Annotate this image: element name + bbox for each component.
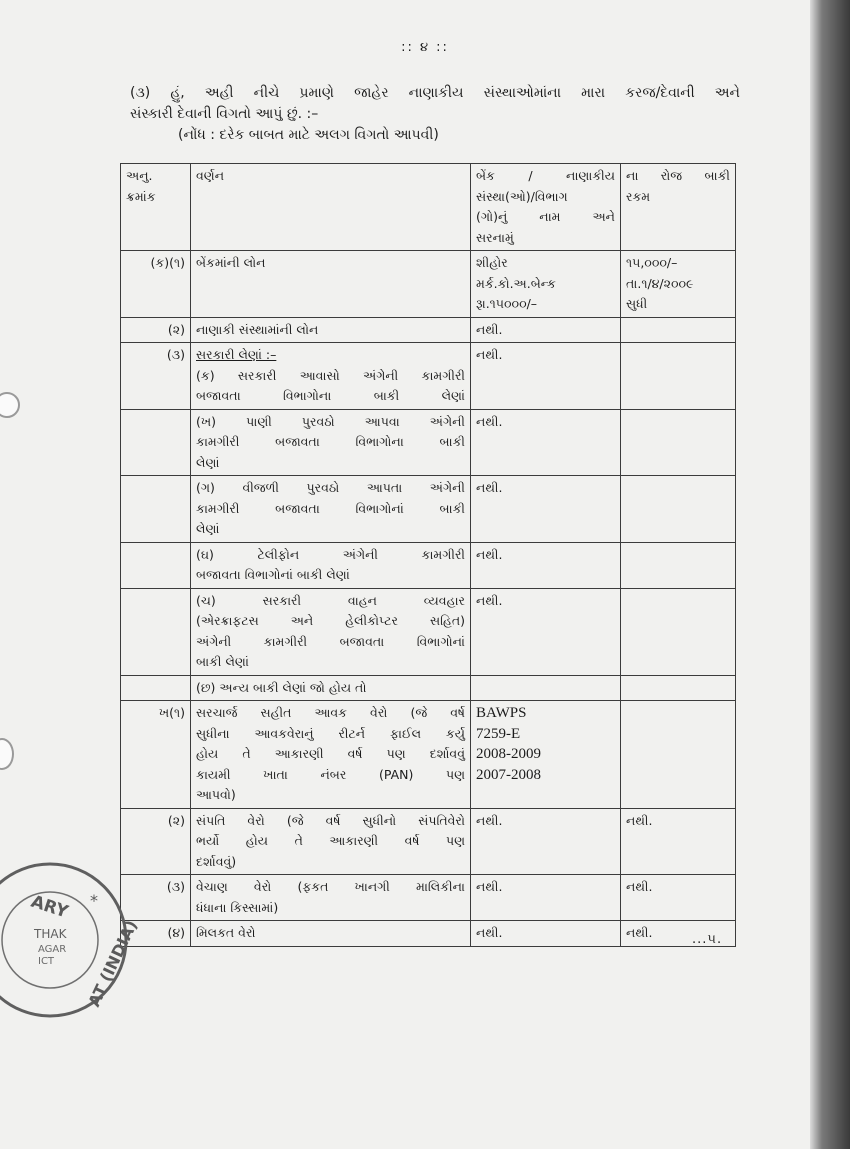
table-row xyxy=(121,921,736,947)
liabilities-table-body xyxy=(121,164,736,947)
cell-amount xyxy=(621,675,736,701)
cell-amount xyxy=(621,343,736,410)
amount-line: ૧૫,૦૦૦/– xyxy=(626,255,678,270)
bank-line: BAWPS xyxy=(476,705,527,721)
intro-note: (નોંધ : દરેક બાબત માટે અલગ વિગતો આપવી) xyxy=(178,127,439,143)
serial-text: (૩) xyxy=(166,879,185,894)
cell-description xyxy=(191,875,471,921)
table-row xyxy=(121,588,736,675)
bank-line: નથી. xyxy=(476,546,503,562)
cell-serial xyxy=(121,317,191,343)
cell-description xyxy=(191,476,471,543)
description-line: અંગેની કામગીરી બજાવતા વિભાગોનાં xyxy=(196,633,465,649)
cell-bank xyxy=(471,542,621,588)
cell-description xyxy=(191,317,471,343)
description-line: આપવો) xyxy=(196,787,236,802)
cell-bank xyxy=(471,409,621,476)
description-line: દર્શાવવું) xyxy=(196,853,237,869)
description-line: (એરક્રાફટસ અને હેલીકોપ્ટર સહિત) xyxy=(196,613,465,628)
amount-line: તા.૧/૪/૨૦૦૯ xyxy=(626,275,694,291)
cell-serial xyxy=(121,343,191,410)
cell-description xyxy=(191,808,471,875)
cell-description xyxy=(191,542,471,588)
description-line: નાણાકી સંસ્થામાંની લોન xyxy=(196,321,319,337)
stamp-text-left-2: AGAR xyxy=(38,944,67,955)
stamp-text-top: ARY xyxy=(28,891,71,923)
bank-line: શીહોર xyxy=(476,255,508,270)
cell-bank xyxy=(471,701,621,809)
cell-description xyxy=(191,675,471,701)
continued-marker: ...૫. xyxy=(692,932,723,947)
description-line: (ક) સરકારી આવાસો અંગેની કામગીરી xyxy=(196,367,465,383)
cell-amount xyxy=(621,588,736,675)
header-amount-line: રકમ xyxy=(626,188,651,204)
table-header-row xyxy=(121,164,736,251)
table-row xyxy=(121,251,736,318)
description-line: (ચ) સરકારી વાહન વ્યવહાર xyxy=(196,592,465,608)
cell-serial xyxy=(121,588,191,675)
cell-serial xyxy=(121,409,191,476)
description-line: બજાવતા વિભાગોના બાકી લેણાં xyxy=(196,388,465,403)
bank-line: નથી. xyxy=(476,347,503,362)
table-row xyxy=(121,409,736,476)
table-row xyxy=(121,701,736,809)
cell-bank xyxy=(471,588,621,675)
header-bank-line: (ગો)નું નામ અને xyxy=(476,209,615,224)
bank-line: નથી. xyxy=(476,413,503,429)
stamp-star: * xyxy=(90,891,98,910)
intro-line-2: સંસ્કારી દેવાની વિગતો આપું છું. :– xyxy=(130,106,319,122)
cell-serial xyxy=(121,476,191,543)
cell-bank xyxy=(471,251,621,318)
cell-serial xyxy=(121,542,191,588)
bank-line: નથી. xyxy=(476,592,503,608)
serial-text: (૨) xyxy=(167,812,185,828)
table-row xyxy=(121,875,736,921)
description-line: ધંધાના કિસ્સામાં) xyxy=(196,899,279,915)
header-bank xyxy=(471,164,621,251)
cell-bank xyxy=(471,808,621,875)
description-line: વેચાણ વેરો (ફકત ખાનગી માલિકીના xyxy=(196,879,465,894)
description-line: (ગ) વીજળી પુરવઠો આપતા અંગેની xyxy=(196,480,465,495)
header-serial xyxy=(121,164,191,251)
cell-description xyxy=(191,251,471,318)
description-line: કાયમી ખાતા નંબર (PAN) પણ xyxy=(196,766,465,782)
punch-hole-bottom xyxy=(0,738,14,770)
punch-hole-top xyxy=(0,392,20,418)
cell-serial xyxy=(121,808,191,875)
description-line: લેણાં xyxy=(196,521,220,536)
bank-line: નથી. xyxy=(476,812,503,828)
serial-text: (૪) xyxy=(167,925,185,940)
table-row xyxy=(121,343,736,410)
bank-line: નથી. xyxy=(476,480,503,495)
description-line: સરકારી લેણાં :– xyxy=(196,347,277,362)
amount-line: નથી. xyxy=(626,812,653,828)
table-row xyxy=(121,542,736,588)
intro-paragraph xyxy=(130,83,740,146)
description-line: કામગીરી બજાવતા વિભાગોનાં બાકી xyxy=(196,500,465,516)
description-line: સંપતિ વેરો (જે વર્ષ સુધીનો સંપતિવેરો xyxy=(196,812,465,828)
table-row xyxy=(121,317,736,343)
serial-text: (ક)(૧) xyxy=(150,255,185,270)
cell-description xyxy=(191,921,471,947)
cell-bank xyxy=(471,476,621,543)
bank-line: નથી. xyxy=(476,925,503,940)
description-line: (ઘ) ટેલીફોન અંગેની કામગીરી xyxy=(196,546,465,562)
header-description xyxy=(191,164,471,251)
header-amount-line: ના રોજ બાકી xyxy=(626,168,730,183)
cell-amount xyxy=(621,476,736,543)
amount-line: નથી. xyxy=(626,925,653,940)
cell-bank xyxy=(471,875,621,921)
cell-amount xyxy=(621,701,736,809)
bank-line: 2007-2008 xyxy=(476,766,541,783)
cell-bank xyxy=(471,343,621,410)
amount-line: નથી. xyxy=(626,879,653,894)
description-line: સુધીના આવકવેરાનું રીટર્ન ફાઈલ કર્યુ xyxy=(196,725,465,741)
cell-serial xyxy=(121,875,191,921)
cell-amount xyxy=(621,542,736,588)
description-line: બાકી લેણાં xyxy=(196,654,249,669)
description-line: સરચાર્જ સહીત આવક વેરો (જે વર્ષ xyxy=(196,705,465,720)
scan-right-edge xyxy=(810,0,850,1149)
cell-description xyxy=(191,409,471,476)
table-row xyxy=(121,476,736,543)
stamp-text-left-3: ICT xyxy=(38,956,55,967)
cell-amount xyxy=(621,409,736,476)
description-line: ભર્યો હોય તે આકારણી વર્ષ પણ xyxy=(196,833,465,848)
description-line: કામગીરી બજાવતા વિભાગોના બાકી xyxy=(196,434,465,449)
description-line: બજાવતા વિભાગોનાં બાકી લેણાં xyxy=(196,567,350,582)
cell-serial xyxy=(121,251,191,318)
description-line: હોય તે આકારણી વર્ષ પણ દર્શાવવું xyxy=(196,746,465,761)
description-line: મિલકત વેરો xyxy=(196,925,256,940)
cell-description xyxy=(191,701,471,809)
description-line: (ખ) પાણી પુરવઠો આપવા અંગેની xyxy=(196,413,465,429)
amount-line: સુધી xyxy=(626,296,648,311)
bank-line: 7259-E xyxy=(476,725,521,742)
cell-amount xyxy=(621,317,736,343)
cell-bank xyxy=(471,675,621,701)
liabilities-table xyxy=(120,163,736,947)
cell-amount xyxy=(621,808,736,875)
cell-serial xyxy=(121,701,191,809)
header-description-label: વર્ણન xyxy=(196,168,225,183)
description-line: લેણાં xyxy=(196,454,220,470)
stamp-text-left: THAK xyxy=(34,927,67,941)
header-bank-line: બેંક / નાણાકીય xyxy=(476,168,615,183)
header-bank-line: સરનામું xyxy=(476,229,514,245)
description-line: બેંકમાંની લોન xyxy=(196,255,266,270)
cell-description xyxy=(191,343,471,410)
serial-text: (૩) xyxy=(166,347,185,362)
intro-line-1: (૩) હું, અહી નીચે પ્રમાણે જાહેર નાણાકીય સંસ્થાઓમાંના મારા કરજ/દેવાની અને xyxy=(130,85,740,101)
bank-line: મર્ક.કો.અ.બેન્ક xyxy=(476,275,556,291)
header-serial-line: અનુ. xyxy=(126,168,153,183)
office-seal-stamp xyxy=(0,860,142,1020)
cell-bank xyxy=(471,921,621,947)
serial-text: (૨) xyxy=(167,321,185,337)
header-serial-line: ક્રમાંક xyxy=(126,188,156,204)
cell-amount xyxy=(621,875,736,921)
stamp-text-right: AT (INDIA) xyxy=(84,917,142,1010)
table-row xyxy=(121,808,736,875)
description-line: (છ) અન્ય બાકી લેણાં જો હોય તો xyxy=(196,679,367,695)
header-bank-line: સંસ્થા(ઓ)/વિભાગ xyxy=(476,188,568,204)
bank-line: નથી. xyxy=(476,879,503,894)
table-row xyxy=(121,675,736,701)
cell-serial xyxy=(121,675,191,701)
cell-bank xyxy=(471,317,621,343)
page-number: :: ૪ :: xyxy=(401,40,449,55)
bank-line: 2008-2009 xyxy=(476,746,541,762)
bank-line: રૂા.૧૫૦૦૦/– xyxy=(476,296,538,311)
header-amount xyxy=(621,164,736,251)
serial-text: ખ(૧) xyxy=(158,705,185,720)
cell-description xyxy=(191,588,471,675)
cell-amount xyxy=(621,251,736,318)
bank-line: નથી. xyxy=(476,321,503,337)
